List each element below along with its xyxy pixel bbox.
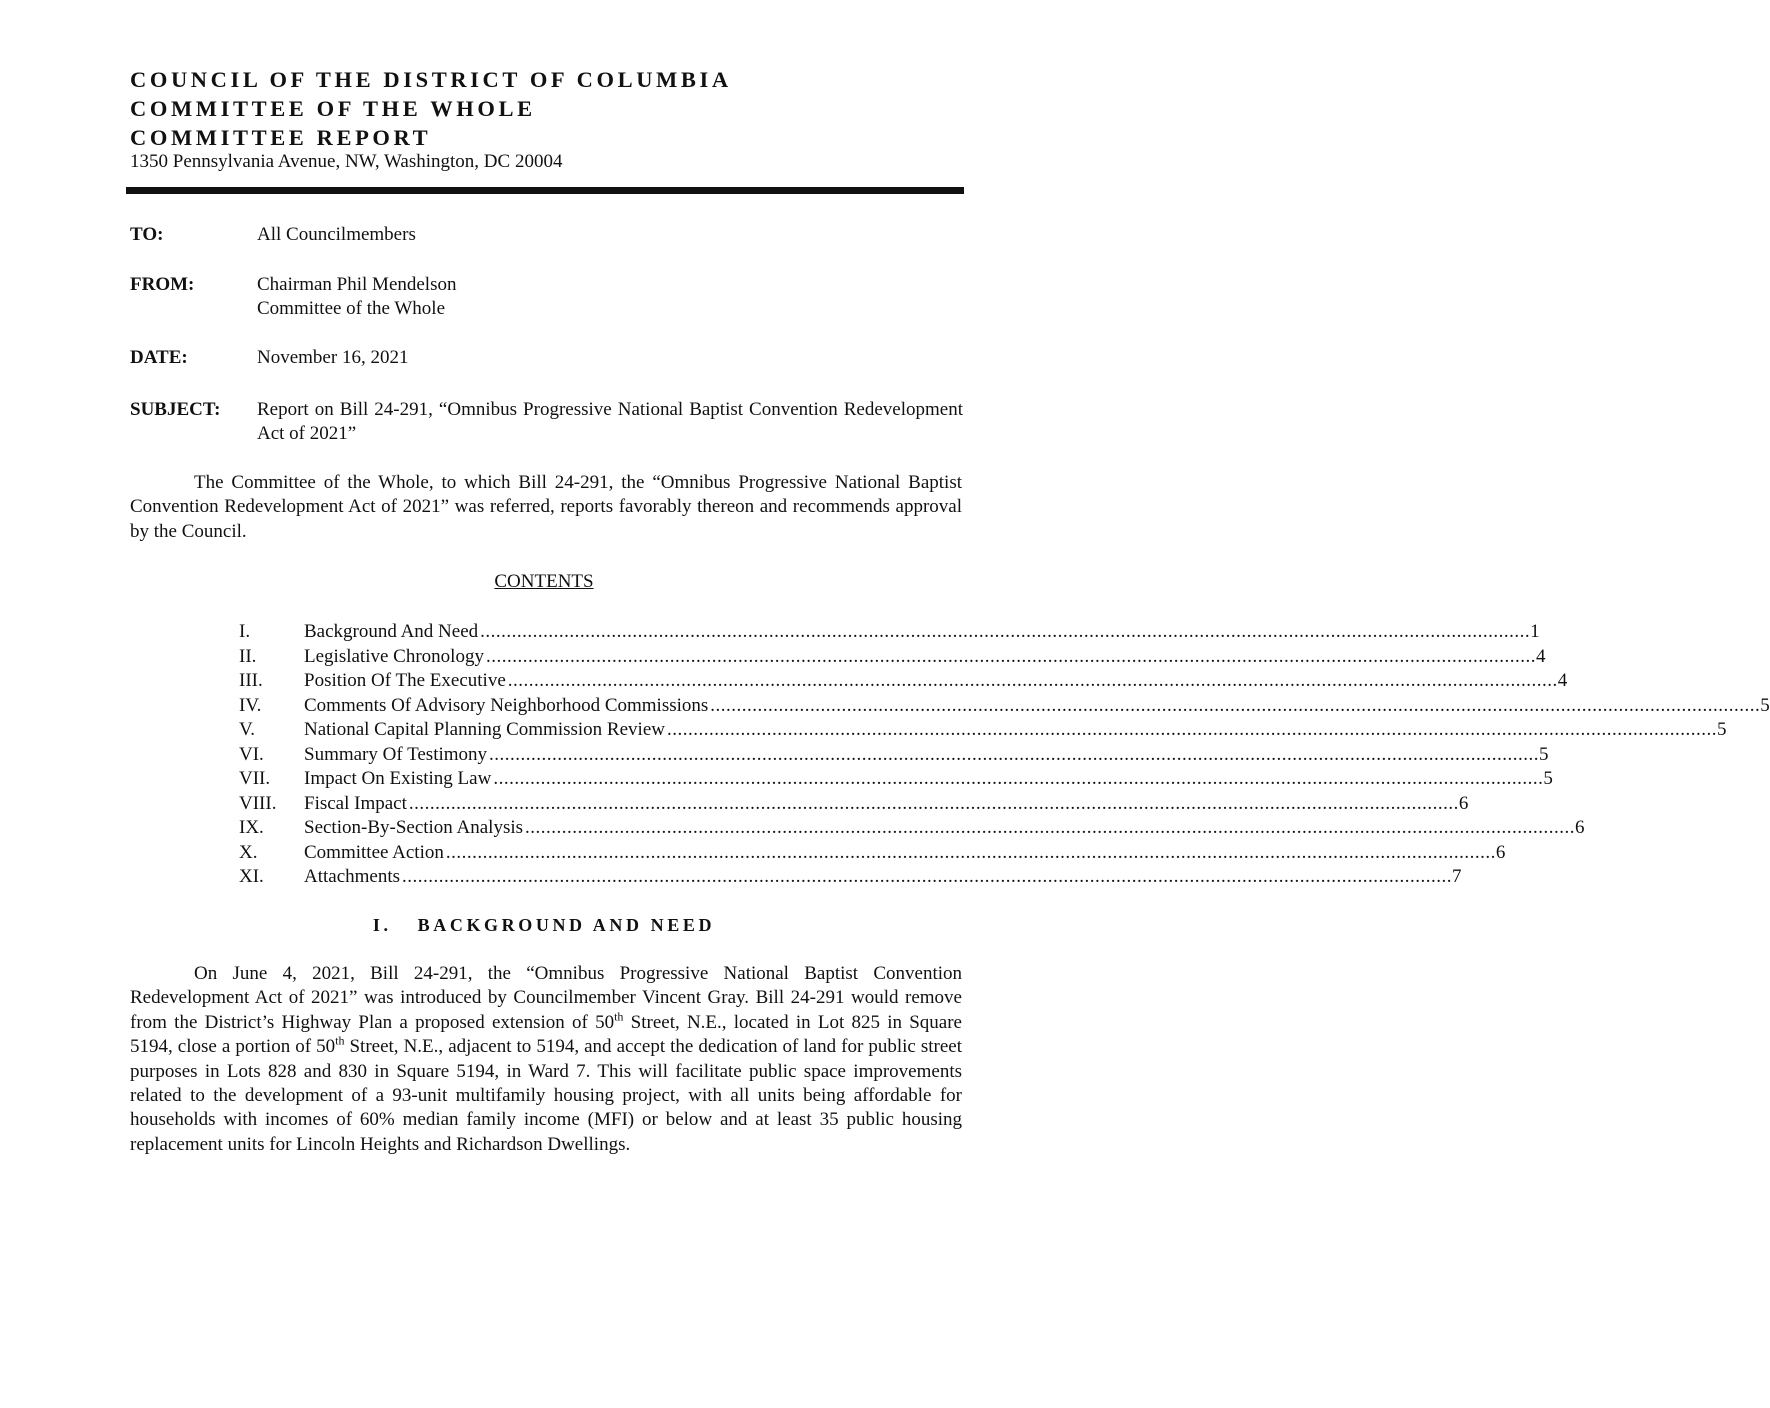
memo-subject-label: SUBJECT: [130,399,221,420]
toc-page: 6 [1575,817,1585,838]
toc-row [239,767,1553,792]
toc-title: Attachments [304,866,401,887]
toc-page: 5 [1716,719,1727,740]
memo-subject-value: Report on Bill 24-291, “Omnibus Progressive National Baptist Convention Redevelopment Act of 2021” [257,399,963,444]
toc-number: I. [239,621,251,642]
toc-leader: ........................................................................................................................................................................................................ [666,719,1717,740]
toc-page: 1 [1530,621,1540,642]
toc-row [239,669,1568,694]
section-title: BACKGROUND AND NEED [417,915,716,935]
memo-from-name: Chairman Phil Mendelson [257,274,457,295]
toc-page: 4 [1557,670,1568,691]
toc-row [239,645,1546,670]
toc-number: XI. [239,866,264,887]
toc-leader: ........................................................................................................................................................................................................ [480,621,1531,642]
toc-title: Fiscal Impact [304,792,407,814]
table-of-contents [239,620,1770,890]
header-report: COMMITTEE REPORT [130,125,432,150]
toc-title: Impact On Existing Law [304,768,492,789]
toc-number: IV. [239,694,262,716]
toc-number: III. [239,670,263,691]
toc-leader: ........................................................................................................................................................................................................ [408,792,1459,814]
toc-row [239,620,1540,645]
toc-number: X. [239,841,258,863]
section-number: I. [372,915,392,935]
toc-number: V. [239,719,256,740]
background-paragraph: On June 4, 2021, Bill 24-291, the “Omnibus Progressive National Baptist Convention Redevelopment Act of 2021” was introduced by Councilmember Vincent Gray. Bill 24-291 would remove from the District’s Highway Plan a proposed extension of 50th Street, N.E., located in Lot 825 in Square 5194, close a portion of 50th Street, N.E., adjacent to 5194, and accept the dedication of land for public street purposes in Lots 828 and 830 in Square 5194, in Ward 7. This will facilitate public space improvements related to the development of a 93-unit multifamily housing project, with all units being affordable for households with incomes of 60% median family income (MFI) or below and at least 35 public housing replacement units for Lincoln Heights and Richardson Dwellings. [130,963,962,1155]
memo-to-value: All Councilmembers [257,224,416,245]
toc-number: VI. [239,743,264,765]
header-address: 1350 Pennsylvania Avenue, NW, Washington, DC 20004 [130,151,563,172]
toc-page: 6 [1458,792,1469,814]
section-heading [0,913,1088,937]
memo-to-label: TO: [130,224,164,245]
memo-date-label: DATE: [130,347,188,368]
toc-page: 6 [1495,841,1506,863]
toc-leader: ........................................................................................................................................................................................................ [710,694,1761,716]
toc-leader: ........................................................................................................................................................................................................ [489,743,1540,765]
intro-paragraph: The Committee of the Whole, to which Bill 24-291, the “Omnibus Progressive National Baptist Convention Redevelopment Act of 2021” was referred, reports favorably thereon and recommends approval by the Council. [130,472,962,542]
memo-from-label: FROM: [130,274,195,295]
toc-title: National Capital Planning Commission Review [304,719,665,740]
toc-number: VII. [239,768,271,789]
toc-number: VIII. [239,792,277,814]
toc-leader: ........................................................................................................................................................................................................ [485,645,1536,667]
toc-page: 5 [1760,694,1770,716]
toc-page: 4 [1535,645,1546,667]
toc-page: 5 [1539,743,1549,765]
header-committee: COMMITTEE OF THE WHOLE [130,96,536,121]
header-rule [126,187,964,194]
toc-row [239,718,1727,743]
header-council: COUNCIL OF THE DISTRICT OF COLUMBIA [130,67,732,92]
toc-page: 7 [1452,866,1462,887]
memo-from-committee: Committee of the Whole [257,298,446,319]
toc-number: II. [239,645,257,667]
toc-title: Background And Need [304,621,479,642]
toc-row [239,792,1469,817]
toc-leader: ........................................................................................................................................................................................................ [402,866,1453,887]
toc-row [239,816,1585,841]
toc-page: 5 [1543,768,1553,789]
contents-title: CONTENTS [494,571,594,592]
toc-row [239,865,1462,890]
toc-number: IX. [239,817,264,838]
memo-date-value: November 16, 2021 [257,347,409,368]
toc-leader: ........................................................................................................................................................................................................ [507,670,1558,691]
toc-title: Position Of The Executive [304,670,506,691]
toc-row [239,694,1770,719]
toc-title: Committee Action [304,841,444,863]
toc-title: Section-By-Section Analysis [304,817,524,838]
toc-row [239,743,1549,768]
toc-leader: ........................................................................................................................................................................................................ [493,768,1544,789]
toc-leader: ........................................................................................................................................................................................................ [525,817,1576,838]
toc-leader: ........................................................................................................................................................................................................ [445,841,1496,863]
toc-title: Comments Of Advisory Neighborhood Commissions [304,694,709,716]
toc-row [239,841,1506,866]
toc-title: Summary Of Testimony [304,743,488,765]
toc-title: Legislative Chronology [304,645,484,667]
